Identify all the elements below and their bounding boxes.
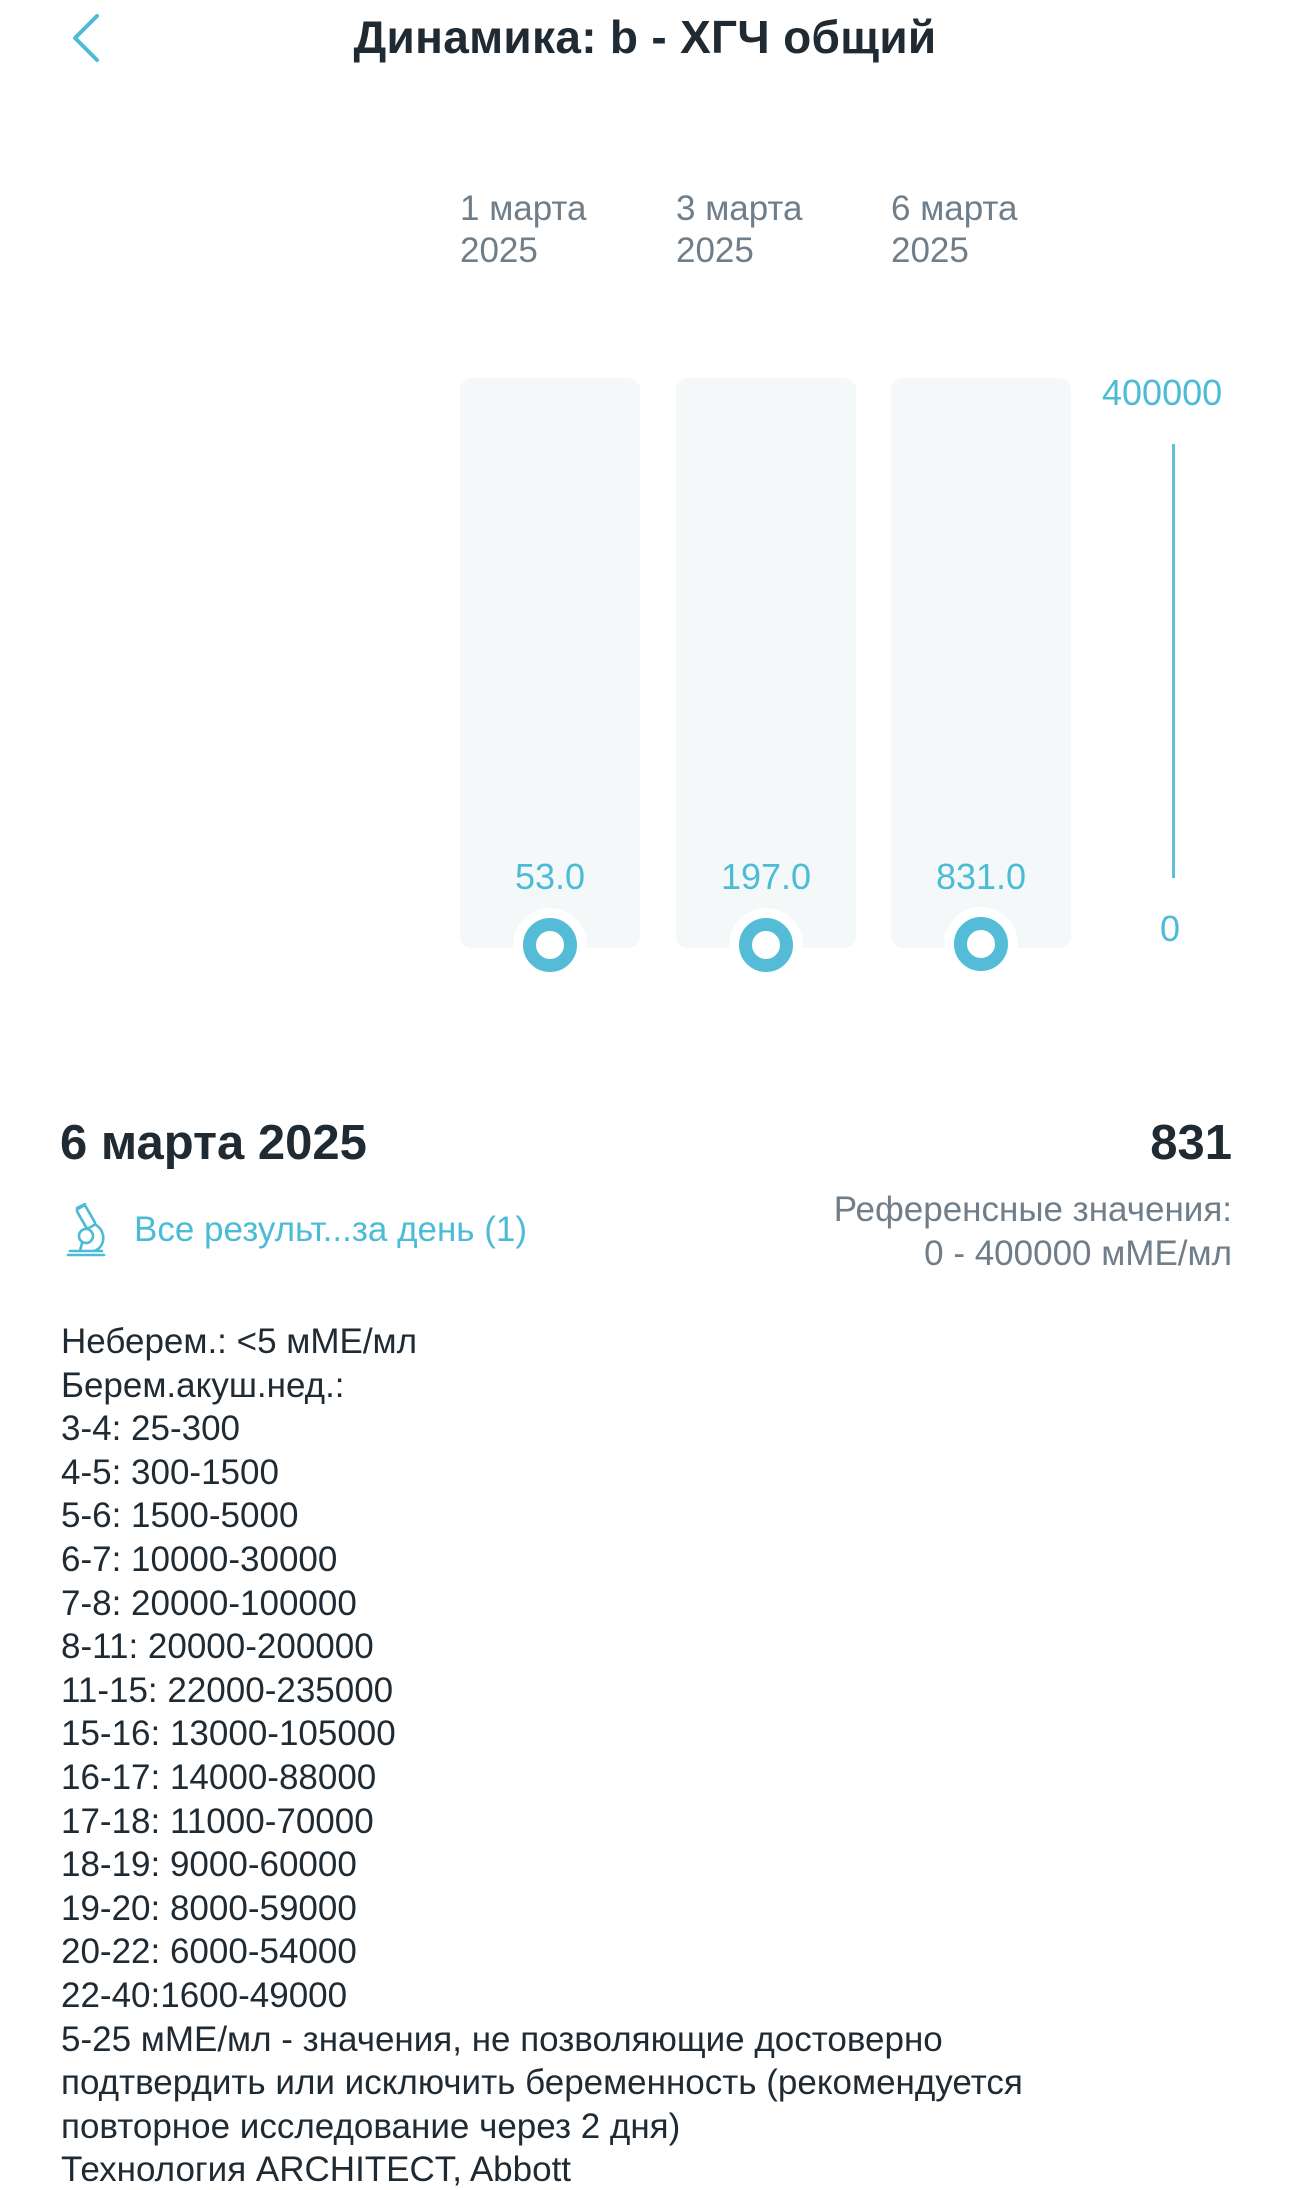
data-point-2[interactable] bbox=[944, 907, 1018, 981]
data-label-0: 53.0 bbox=[514, 856, 586, 897]
dynamics-chart bbox=[0, 0, 1290, 1010]
note-line: 15-16: 13000-105000 bbox=[61, 1714, 396, 1754]
microscope-icon bbox=[64, 1203, 108, 1257]
reference-notes bbox=[61, 1320, 1241, 2190]
note-line: 8-11: 20000-200000 bbox=[61, 1627, 374, 1667]
note-line: 3-4: 25-300 bbox=[61, 1409, 241, 1449]
note-line: 16-17: 14000-88000 bbox=[61, 1757, 377, 1797]
note-line: 17-18: 11000-70000 bbox=[61, 1801, 374, 1841]
date-label-2 bbox=[891, 188, 1071, 272]
date-label-2-day: 6 марта bbox=[891, 189, 1018, 228]
note-line: 6-7: 10000-30000 bbox=[61, 1539, 338, 1579]
y-axis-max-label: 400000 bbox=[1102, 372, 1223, 413]
date-label-2-year: 2025 bbox=[891, 231, 969, 270]
reference-values bbox=[834, 1188, 1232, 1276]
date-label-0 bbox=[460, 188, 640, 272]
data-point-0[interactable] bbox=[513, 908, 587, 982]
date-label-1 bbox=[676, 188, 856, 272]
note-line: 22-40:1600-49000 bbox=[61, 1975, 348, 2015]
data-label-1: 197.0 bbox=[720, 856, 812, 897]
date-label-0-year: 2025 bbox=[460, 231, 538, 270]
selected-value: 831 bbox=[1150, 1116, 1232, 1170]
date-label-0-day: 1 марта bbox=[460, 189, 587, 228]
page-title: Динамика: b - ХГЧ общий bbox=[353, 11, 937, 63]
note-line: 4-5: 300-1500 bbox=[61, 1452, 279, 1492]
note-line: Технология ARCHITECT, Abbott bbox=[61, 2150, 572, 2190]
selected-date: 6 марта 2025 bbox=[60, 1116, 367, 1170]
note-line: 19-20: 8000-59000 bbox=[61, 1888, 357, 1928]
date-label-1-year: 2025 bbox=[676, 231, 754, 270]
note-line: Неберем.: <5 мМЕ/мл bbox=[61, 1322, 418, 1361]
reference-range: 0 - 400000 мМЕ/мл bbox=[924, 1234, 1232, 1273]
date-label-1-day: 3 марта bbox=[676, 189, 803, 228]
all-day-results-label: Все результ...за день (1) bbox=[134, 1210, 528, 1249]
note-line: подтвердить или исключить беременность (рекомендуется bbox=[61, 2063, 1023, 2103]
note-line: 18-19: 9000-60000 bbox=[61, 1845, 357, 1885]
note-line: 20-22: 6000-54000 bbox=[61, 1932, 357, 1972]
note-line: 11-15: 22000-235000 bbox=[61, 1670, 394, 1710]
all-day-results-link[interactable] bbox=[64, 1200, 527, 1260]
note-line: Берем.акуш.нед.: bbox=[61, 1365, 345, 1405]
note-line: 7-8: 20000-100000 bbox=[61, 1583, 357, 1623]
note-line: 5-6: 1500-5000 bbox=[61, 1496, 299, 1536]
note-line: повторное исследование через 2 дня) bbox=[61, 2106, 681, 2146]
y-axis-min-label: 0 bbox=[1160, 908, 1181, 949]
y-axis-line bbox=[1172, 444, 1175, 878]
data-point-1[interactable] bbox=[729, 908, 803, 982]
note-line: 5-25 мМЕ/мл - значения, не позволяющие достоверно bbox=[61, 2019, 943, 2059]
reference-title: Референсные значения: bbox=[833, 1190, 1232, 1229]
data-label-2: 831.0 bbox=[935, 856, 1027, 897]
